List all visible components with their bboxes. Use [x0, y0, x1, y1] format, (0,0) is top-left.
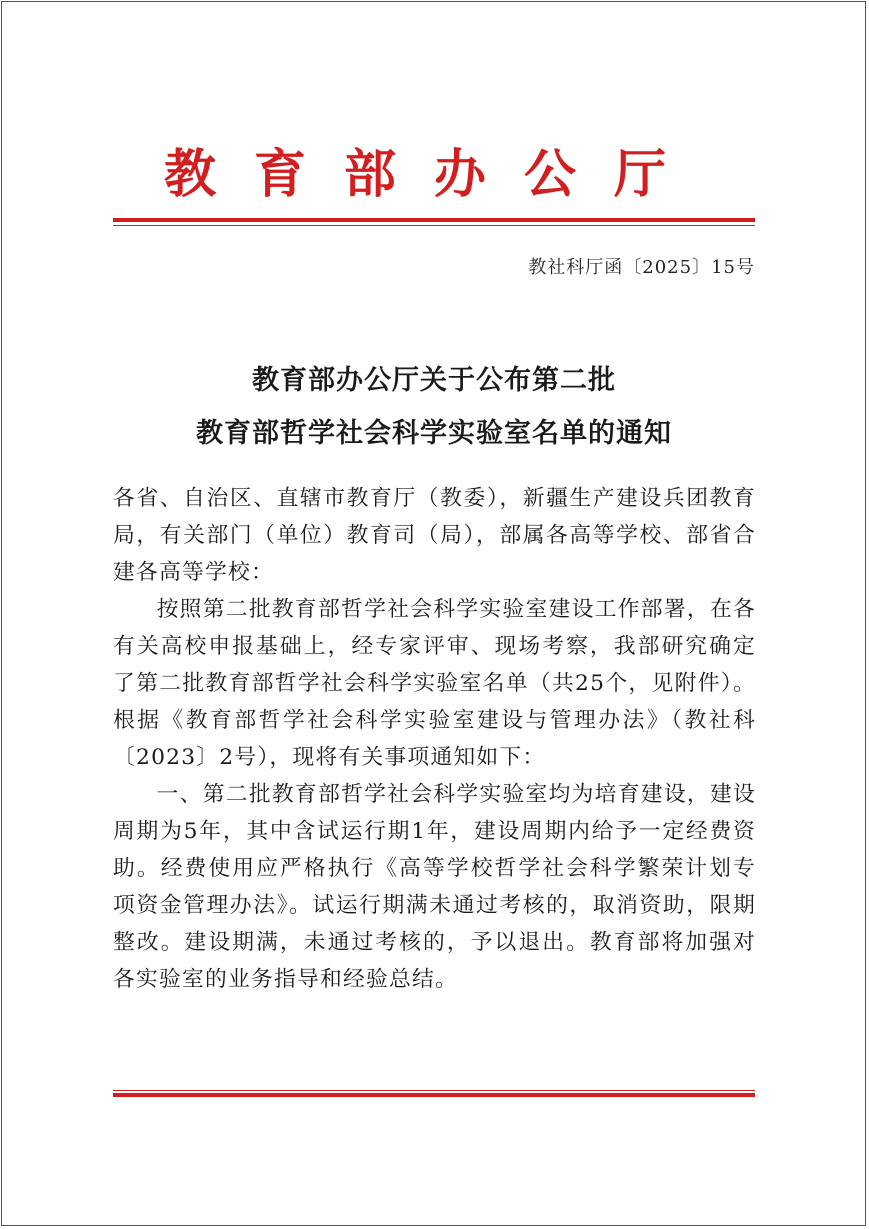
document-body	[113, 480, 756, 998]
red-header-rule	[113, 218, 755, 222]
red-footer-rule-thin	[113, 1090, 755, 1091]
issuer-masthead: 教育部办公厅	[163, 144, 704, 205]
body-paragraph-2: 一、第二批教育部哲学社会科学实验室均为培育建设，建设周期为5年，其中含试运行期1年，建设周期内给予一定经费资助。经费使用应严格执行《高等学校哲学社会科学繁荣计划专项资金管理办法》。试运行期满未通过考核的，取消资助，限期整改。建设期满，未通过考核的，予以退出。教育部将加强对各实验室的业务指导和经验总结。	[113, 782, 756, 992]
document-number: 教社科厅函〔2025〕15号	[528, 257, 755, 278]
red-footer-rule	[113, 1093, 755, 1097]
document-title-line-1: 教育部办公厅关于公布第二批	[252, 365, 616, 396]
body-paragraph-1: 按照第二批教育部哲学社会科学实验室建设工作部署，在各有关高校申报基础上，经专家评审、现场考察，我部研究确定了第二批教育部哲学社会科学实验室名单（共25个，见附件）。根据《教育部哲学社会科学实验室建设与管理办法》（教社科〔2023〕2号），现将有关事项通知如下：	[113, 597, 756, 770]
red-header-rule-thin	[113, 225, 755, 226]
recipients-paragraph: 各省、自治区、直辖市教育厅（教委），新疆生产建设兵团教育局，有关部门（单位）教育司（局），部属各高等学校、部省合建各高等学校：	[113, 486, 756, 585]
document-title-line-2: 教育部哲学社会科学实验室名单的通知	[196, 418, 672, 449]
